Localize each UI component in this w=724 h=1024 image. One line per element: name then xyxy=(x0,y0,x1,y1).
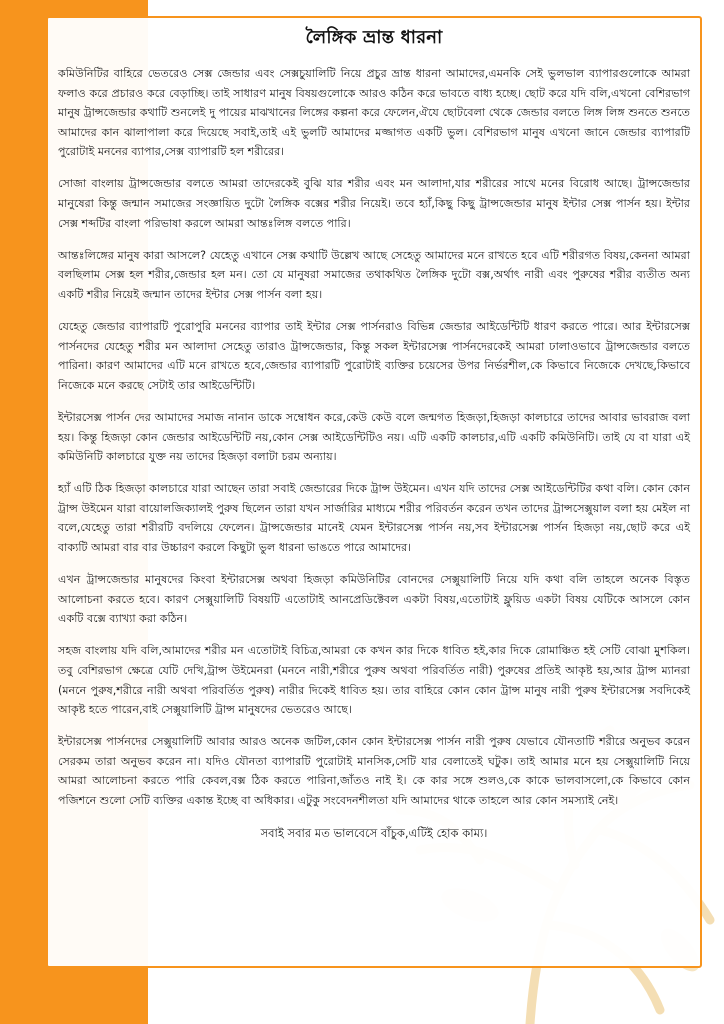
paragraph: সোজা বাংলায় ট্রান্সজেন্ডার বলতে আমরা তাদেরকেই বুঝি যার শরীর এবং মন আলাদা,যার শরীরের সাথে মনের বিরোধ আছে। ট্রান্সজেন্ডার মানুষেরা কিন্তু জন্মান সমাজের সংজ্ঞায়িত দুটো লৈঙ্গিক বক্সের শরীর নিয়েই। তবে হ্যাঁ,কিছু কিছু ট্রান্সজেন্ডার মানুষ ইন্টার সেক্স পার্সন হয়। ইন্টার সেক্স শব্দটির বাংলা পরিভাষা করলে আমরা আন্তঃলিঙ্গ বলতে পারি। xyxy=(58,177,690,230)
article-panel xyxy=(46,16,702,968)
paragraph: ইন্টারসেক্স পার্সন দের আমাদের সমাজ নানান ডাকে সম্বোধন করে,কেউ কেউ বলে জন্মগত হিজড়া,হিজড়া কালচারে তাদের আবার ভাবরাজ বলা হয়। কিন্তু হিজড়া কোন জেন্ডার আইডেন্টিটি নয়,কোন সেক্স আইডেন্টিটিও নয়। এটি একটি কালচার,এটি একটি কমিউনিটি। তাই যে বা যারা এই কমিউনিটি কালচারে যুক্ত নয় তাদের হিজড়া বলাটা চরম অন্যায়। xyxy=(58,410,690,464)
paragraph: কমিউনিটির বাহিরে ভেতরেও সেক্স জেন্ডার এবং সেক্সচুয়ালিটি নিয়ে প্রচুর ভ্রান্ত ধারনা আমাদের,এমনকি সেই ভুলভাল ব্যাপারগুলোকে আমরা ফলাও করে প্রচারও করে বেড়াচ্ছি। তাই সাধারণ মানুষ বিষয়গুলোকে আরও কঠিন করে ভাবতে বাধ্য হচ্ছে। ছোট করে যদি বলি,এখনো বেশিরভাগ মানুষ ট্রান্সজেন্ডার কথাটি শুনলেই দু পায়ের মাঝখানের লিঙ্গের কল্পনা করে ফেলেন,ঐযে ছোটবেলা থেকে জেন্ডার বলতে লিঙ্গ লিঙ্গ শুনতে শুনতে আমাদের কান ঝালাপালা করে দিয়েছে সবাই,তাই এই ভুলটি আমাদের মজ্জাগত একটি ভুল। বেশিরভাগ মানুষ এখনো জানে জেন্ডার ব্যাপারটি পুরোটাই মননের ব্যাপার,সেক্স ব্যাপারটি হল শরীরের। xyxy=(58,67,691,159)
paragraph: যেহেতু জেন্ডার ব্যাপারটি পুরোপুরি মননের ব্যাপার তাই ইন্টার সেক্স পার্সনরাও বিভিন্ন জেন্ডার আইডেন্টিটি ধারণ করতে পারে। আর ইন্টারসেক্স পার্সনদের যেহেতু শরীর মন আলাদা সেহেতু তারাও ট্রান্সজেন্ডার, কিন্তু সকল ইন্টারসেক্স পার্সনদেরকেই আমরা ঢালাওভাবে ট্রান্সজেন্ডার বলতে পারিনা। কারণ আমাদের এটি মনে রাখতে হবে,জেন্ডার ব্যাপারটি পুরোটাই ব্যক্তির চয়েসের উপর নির্ভরশীল,কে কিভাবে নিজেকে দেখছে,কিভাবে নিজেকে মনে করছে সেটাই তার আইডেন্টিটি। xyxy=(58,320,690,392)
paragraph: হ্যাঁ এটি ঠিক হিজড়া কালচারে যারা আছেন তারা সবাই জেন্ডারের দিকে ট্রান্স উইমেন। এখন যদি তাদের সেক্স আইডেন্টিটির কথা বলি। কোন কোন ট্রান্স উইমেন যারা বায়োলজিক্যালই পুরুষ ছিলেন তারা যখন সার্জারির মাধ্যমে শরীর পরিবর্তন করেন তখন তাদের ট্রান্সসেক্সুয়াল বলা হয় মেইল না বলে,যেহেতু তারা শরীরটি বদলিয়ে ফেলেন। ট্রান্সজেন্ডার মানেই যেমন ইন্টারসেক্স পার্সন নয়,সব ইন্টারসেক্স পার্সন হিজড়া নয়,ছোট করে এই বাক্যটি আমরা বার বার উচ্চারণ করলে কিছুটা ভুল ধারনা ভাঙতে পারে আমাদের। xyxy=(58,482,690,554)
paragraph: আন্তঃলিঙ্গের মানুষ কারা আসলে? যেহেতু এখানে সেক্স কথাটি উল্লেখ আছে সেহেতু আমাদের মনে রাখতে হবে এটি শরীরগত বিষয়,কেননা আমরা বলছিলাম সেক্স হল শরীর,জেন্ডার হল মন। তো যে মানুষরা সমাজের তথাকথিত লৈঙ্গিক দুটো বক্স,অর্থাৎ নারী এবং পুরুষের শরীর ব্যতীত অন্য একটি শরীর নিয়েই জন্মান তাদের ইন্টার সেক্স পার্সন বলা হয়। xyxy=(58,248,690,301)
paragraph: এখন ট্রান্সজেন্ডার মানুষদের কিংবা ইন্টারসেক্স অথবা হিজড়া কমিউনিটির বোনদের সেক্সুয়ালিটি নিয়ে যদি কথা বলি তাহলে অনেক বিস্তৃত আলোচনা করতে হবে। কারণ সেক্সুয়ালিটি বিষয়টি এতোটাই আনপ্রেডিক্টেবল একটা বিষয়,এতোটাই ফ্লুয়িড একটা বিষয় যেটিকে আসলে কোন একটি বক্সে ব্যাখ্যা করা কঠিন। xyxy=(58,573,690,626)
article-title: লৈঙ্গিক ভ্রান্ত ধারনা xyxy=(305,27,443,48)
paragraph: সহজ বাংলায় যদি বলি,আমাদের শরীর মন এতোটাই বিচিত্র,আমরা কে কখন কার দিকে ধাবিত হই,কার দিকে রোমাঞ্চিত হই সেটি বোঝা মুশকিল। তবু বেশিরভাগ ক্ষেত্রে যেটি দেখি,ট্রান্স উইমেনরা (মননে নারী,শরীরে পুরুষ অথবা পরিবর্তিত নারী) পুরুষের প্রতিই আকৃষ্ট হয়,আর ট্রান্স ম্যানরা (মননে পুরুষ,শরীরে নারী অথবা পরিবর্তিত পুরুষ) নারীর দিকেই ধাবিত হয়। তার বাহিরে কোন কোন ট্রান্স মানুষ নারী পুরুষ ইন্টারসেক্স সবদিকেই আকৃষ্ট হতে পারেন,বাই সেক্সুয়ালিটি ট্রান্স মানুষদের ভেতরেও আছে। xyxy=(58,644,690,717)
paragraph: ইন্টারসেক্স পার্সনদের সেক্সুয়ালিটি আবার আরও অনেক জটিল,কোন কোন ইন্টারসেক্স পার্সন নারী পুরুষ যেভাবে যৌনতাটি শরীরে অনুভব করেন সেরকম তারা অনুভব করেন না। যদিও যৌনতা ব্যাপারটি পুরোটাই মানসিক,সেটি যার বেলাতেই ঘটুক। তাই আমার মনে হয় সেক্সুয়ালিটি নিয়ে আমরা আলোচনা করতে পারি কেবল,বক্স ঠিক করতে পারিনা,জাঁতও নাই ই। কে কার সঙ্গে শুলও,কে কাকে ভালবাসলো,কে কিভাবে কোন পজিশনে শুলো সেটি ব্যক্তির একান্ত ইচ্ছে বা অধিকার। এটুকু সংবেদনশীলতা যদি আমাদের থাকে তাহলে আর কোন সমস্যাই নেই। xyxy=(58,735,690,807)
closing-line: সবাই সবার মত ভালবেসে বাঁচুক,এটিই হোক কাম্য। xyxy=(260,826,488,841)
